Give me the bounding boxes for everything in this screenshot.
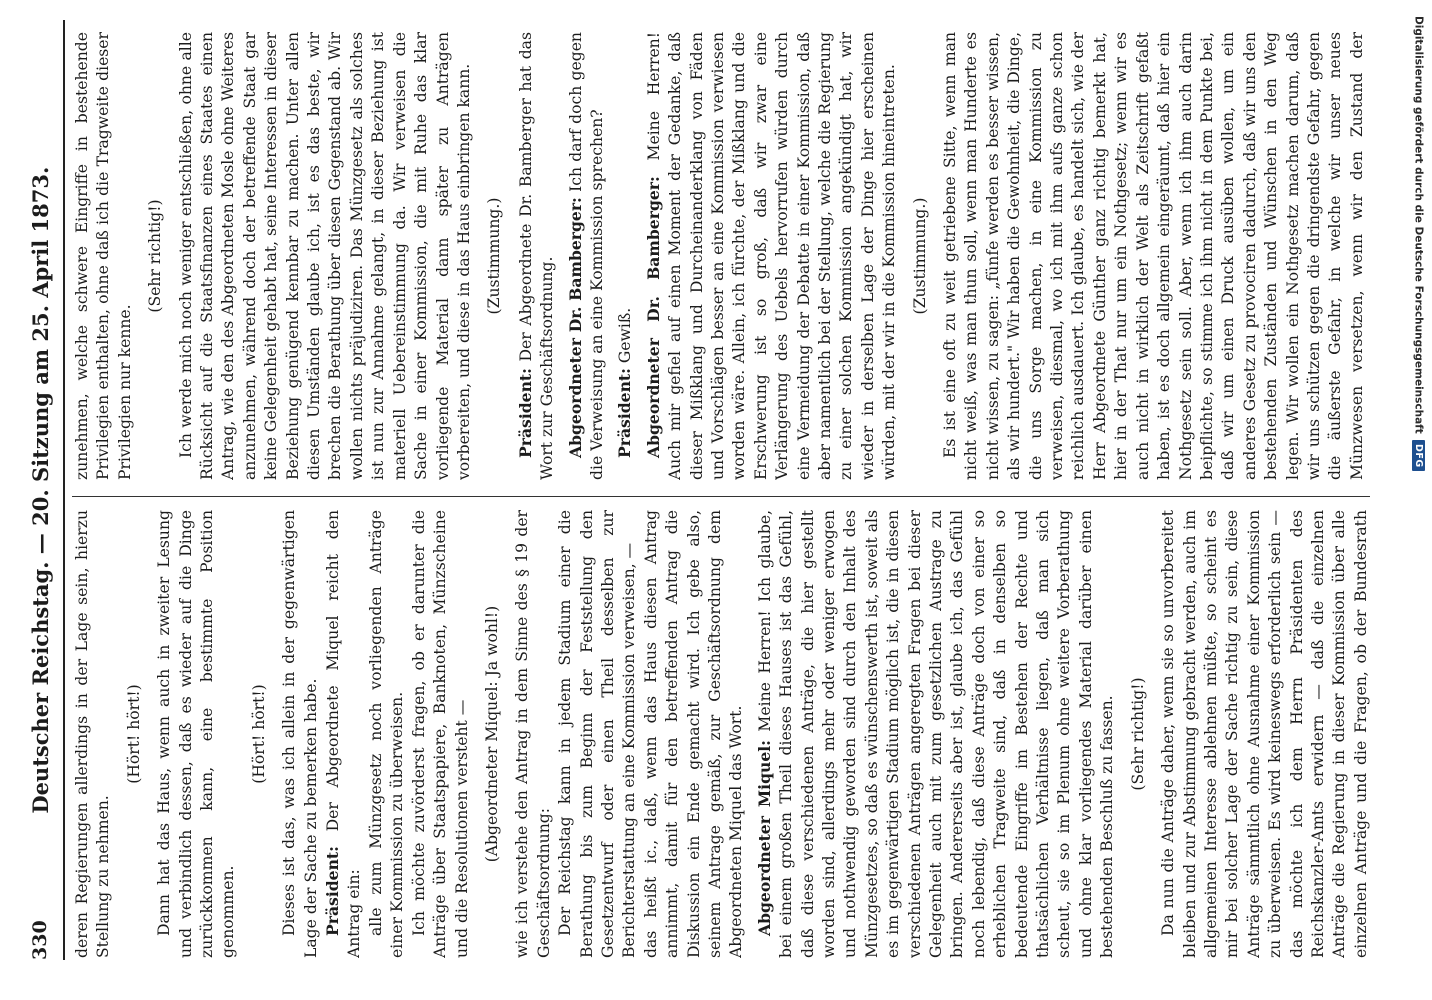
speaker-name: Abgeordneter Dr. Bamberger: xyxy=(565,197,585,458)
dfg-logo: DFG xyxy=(1412,440,1425,472)
paragraph: Dieses ist das, was ich allein in der gegenwärtigen Lage der Sache zu bemerken habe. xyxy=(280,510,320,958)
header-rule xyxy=(63,20,65,960)
paragraph: alle zum Münzgesetz noch vorliegenden Anträge einer Kommission zu überweisen. xyxy=(366,510,407,958)
right-column xyxy=(72,32,1370,480)
speaker-name: Abgeordneter Miquel: xyxy=(754,740,774,936)
paragraph: zunehmen, welche schwere Eingriffe in bestehende Privilegien enthalten, ohne daß ich die Tragweite dieser Privilegien nur kenne. xyxy=(73,32,134,480)
left-column xyxy=(72,510,1370,958)
speech-text: Meine Herren! Ich glaube, bei einem großen Theil dieses Hauses ist das Gefühl, daß diese verschiedenen Anträge, die hier gestellt worden sind, allerdings mehr oder weniger erwogen und nothwendig geworden sind durch den Inhalt des Münzgesetzes, so daß es wünschenswerth ist, soweit als es im gegenwärtigen Stadium möglich ist, die in diesen verschiedenen Anträgen angeregten Fragen bei dieser Gelegenheit auch mit zum gesetzlichen Austrage zu bringen. Andererseits aber ist, glaube ich, das Gefühl noch lebendig, daß diese Anträge doch von einer so erheblichen Tragweite sind, daß in denselben so bedeutende Eingriffe im Bestehen der Rechte und thatsächlichen Verhältnisse liegen, daß man sich scheut, sie so im Plenum ohne weitere Vorberathung und ohne klar vorliegendes Material darüber einen bestehenden Beschluß zu fassen. xyxy=(755,510,1117,958)
speaker-name: Präsident: xyxy=(615,368,635,458)
page-title: Deutscher Reichstag. — 20. Sitzung am 25. April 1873. xyxy=(27,166,53,814)
speech-paragraph xyxy=(754,510,1119,958)
speech-text: Ich darf doch gegen die Verweisung an eine Kommission sprechen? xyxy=(566,32,606,480)
speech-paragraph xyxy=(614,32,636,480)
running-header xyxy=(22,20,58,960)
paragraph: das heißt ic., daß, wenn das Haus diesen Antrag annimmt, damit für den betreffenden Antrag die Diskussion ein Ende gemacht wird. Ich gebe also, seinem Antrage gemäß, zur Geschäftsordnung dem Abgeordneten Miquel das Wort. xyxy=(641,510,746,958)
speaker-name: Präsident: xyxy=(323,846,343,936)
speech-text: Der Abgeordnete Dr. Bamberger hat das Wort zur Geschäftsordnung. xyxy=(516,32,557,480)
speech-text: Meine Herren! Auch mir gefiel auf einen Moment der Gedanke, daß dieser Mißklang und Durcheinanderklang von Fäden und Vorschlägen besser an eine Kommission verwiesen worden wäre. Allein, ich fürchte, der Mißklang und die Erschwerung ist so groß, daß wir zwar eine Verlängerung des Uebels hervorrufen würden durch eine Vermeidung der Debatte in einer Kommission, daß aber namentlich bei der Stellung, welche die Regierung zu einer solchen Kommission angekündigt hat, wir wieder in derselben Lage der Dinge hier erscheinen würden, mit der wir in die Kommission hineintreten. xyxy=(644,32,899,480)
paragraph: Ich möchte zuvörderst fragen, ob er darunter die Anträge über Staatspapiere, Banknoten, Münzscheine und die Resolutionen versteht — xyxy=(409,510,471,958)
interjection: (Zustimmung.) xyxy=(485,197,504,315)
digitization-credit xyxy=(1412,16,1425,471)
paragraph: wie ich verstehe den Antrag in dem Sinne des § 19 der Geschäftsordnung: xyxy=(513,510,553,958)
speech-text: Der Abgeordnete Miquel reicht den Antrag ein: xyxy=(324,510,364,958)
column-divider xyxy=(72,496,1370,497)
paragraph: Der Reichstag kann in jedem Stadium einer die Berathung bis zum Beginn der Feststellung den Gesetzentwurf oder einen Theil desselben zur Berichterstattung an eine Kommission verweisen, — xyxy=(556,510,639,958)
interjection: (Abgeordneter Miquel: Ja wohl!) xyxy=(482,605,501,863)
paragraph: Ich werde mich noch weniger entschließen, ohne alle Rücksicht auf die Staatsfinanzen eines Staates einen Antrag, wie den des Abgeordneten Mosle ohne Weiteres anzunehmen, während doch der betreffende Staat gar keine Gelegenheit gehabt hat, seine Interessen in dieser Beziehung genügend kennbar zu machen. Unter allen diesen Umständen glaube ich, ist es das beste, wir brechen die Berathung über diesen Gegenstand ab. Wir wollen nichts präjudiziren. Das Münzgesetz als solches ist nun zur Annahme gelangt, in dieser Beziehung ist materiell Uebereinstimmung da. Wir verweisen die Sache in einer Kommission, die mit Ruhe das klar vorliegende Material dann später zu Anträgen vorbereiten, und diese in das Haus einbringen kann. xyxy=(176,32,473,480)
speaker-name: Präsident: xyxy=(515,368,535,458)
speaker-name: Abgeordneter Dr. Bamberger: xyxy=(643,176,663,458)
speech-paragraph xyxy=(565,32,609,480)
interjection: (Sehr richtig!) xyxy=(1128,677,1147,791)
speech-paragraph xyxy=(515,32,559,480)
interjection: (Zustimmung.) xyxy=(910,197,929,315)
paragraph: Es ist eine oft zu weit getriebene Sitte, wenn man nicht weiß, was man thun soll, wenn man Hunderte es nicht wissen, zu sagen: „fünfe werden es besser wissen, als wir hundert." Wir haben die Gewohnheit, die Dinge, die uns Sorge machen, in eine Kommission zu verweisen, diesmal, wo ich mit ihm aufs ganze schon reichlich ausdauert. Ich glaube, es handelt sich, wie der Herr Abgeordnete Günther ganz richtig bemerkt hat, hier in der That nur um ein Nothgesetz; wenn wir es auch nicht in wirklich der Welt als Zeitschrift gefaßt haben, ist es doch allgemein eingeräumt, daß hier ein Nothgesetz sein soll. Aber, wenn ich ihm auch darin beipflichte, so stimme ich ihm nicht in dem Punkte bei, daß wir um einen Druck ausüben wollen, um ein anderes Gesetz zu provociren dadurch, daß wir uns den bestehenden Zuständen und Wünschen in den Weg legen. Wir wollen ein Nothgesetz machen darum, daß wir uns schützen gegen die dringendste Gefahr, gegen die äußerste Gefahr, in welche wir unser neues Münzwesen versetzen, wenn wir den Zustand der xyxy=(941,32,1366,480)
page-number: 330 xyxy=(29,920,51,960)
speech-paragraph xyxy=(643,32,901,480)
interjection: (Hört! hört!) xyxy=(124,684,143,784)
paragraph: Dann hat das Haus, wenn auch in zweiter Lesung und verbindlich dessen, daß es wieder auf die Dinge zurückkommen kann, eine bestimmte Position genommen. xyxy=(155,510,238,958)
paragraph: deren Regierungen allerdings in der Lage sein, hierzu Stellung zu nehmen. xyxy=(73,510,113,958)
interjection: (Hört! hört!) xyxy=(249,684,268,784)
speech-paragraph xyxy=(322,510,366,958)
paragraph: Da nun die Anträge daher, wenn sie so unvorbereitet bleiben und zur Abstimmung gebracht werden, auch im allgemeinen Interesse ablehnen müßte, so scheint es mir bei solcher Lage der Sache richtig zu sein, diese Anträge sämmtlich ohne Ausnahme einer Kommission zu überweisen. Es wird keineswegs erforderlich sein — das möchte ich dem Herrn Präsidenten des Reichskanzler-Amts erwidern — daß die einzelnen Anträge die Regierung in dieser Kommission über alle einzelnen Anträge und die Fragen, ob der Bundesrath xyxy=(1159,510,1370,958)
credit-text: Digitalisierung gefördert durch die Deutsche Forschungsgemeinschaft xyxy=(1412,16,1425,434)
speech-text: Gewiß. xyxy=(616,307,635,364)
interjection: (Sehr richtig!) xyxy=(146,199,165,313)
